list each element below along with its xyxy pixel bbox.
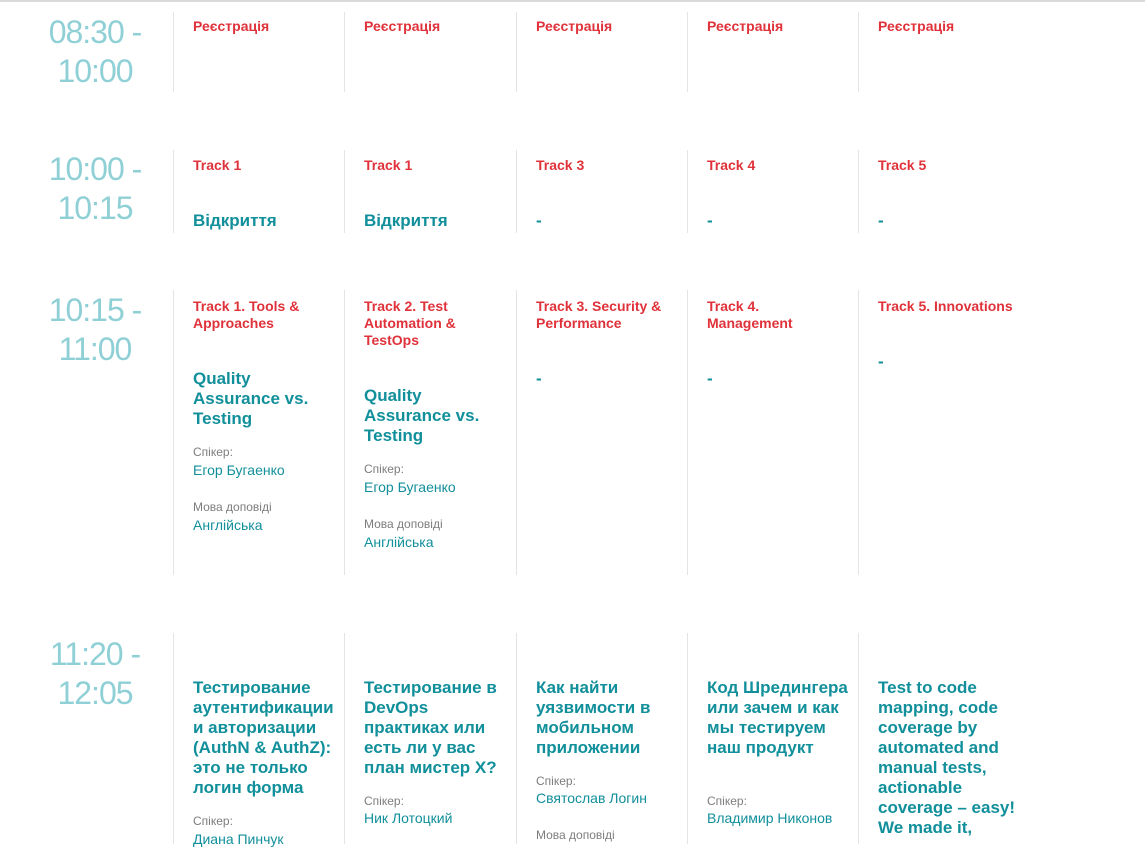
language-value: Англійська: [364, 534, 434, 550]
track-label: Track 4: [707, 157, 756, 173]
session-cell[interactable]: [173, 290, 343, 575]
session-cell[interactable]: [687, 290, 857, 575]
track-label: Реєстрація: [878, 18, 955, 34]
speaker-label: Спікер:: [707, 794, 747, 808]
speaker-name[interactable]: Диана Пинчук: [193, 831, 284, 847]
time-start: 08:30 -: [48, 14, 142, 50]
speaker-label: Спікер:: [364, 794, 404, 808]
schedule-row-1015: [0, 290, 1145, 580]
time-end: 11:00: [58, 331, 132, 367]
speaker-label: Спікер:: [364, 462, 404, 476]
session-title[interactable]: Тестирование в DevOps практиках или есть ли у вас план мистер X?: [364, 678, 497, 777]
session-cell[interactable]: [687, 633, 857, 844]
session-cell[interactable]: [858, 12, 1028, 92]
session-cell[interactable]: [173, 12, 343, 92]
language-label: Мова доповіді: [364, 517, 443, 531]
session-cell[interactable]: [344, 633, 514, 844]
track-label: Track 5. Innovations: [878, 298, 1013, 314]
language-label: Мова доповіді: [536, 828, 615, 842]
session-title: -: [536, 211, 542, 230]
speaker-name[interactable]: Егор Бугаенко: [364, 479, 456, 495]
session-title: -: [536, 369, 542, 388]
session-cell[interactable]: [516, 290, 686, 575]
time-end: 12:05: [57, 675, 133, 711]
session-title: -: [707, 369, 713, 388]
session-cell[interactable]: [858, 150, 1028, 233]
track-label: Track 1: [364, 157, 413, 173]
track-label: Track 1: [193, 157, 242, 173]
session-title[interactable]: Quality Assurance vs. Testing: [364, 386, 480, 445]
time-slot: [36, 13, 154, 91]
session-title[interactable]: Тестирование аутентификации и авторизации (AuthN & AuthZ): это не только логин форма: [193, 678, 334, 797]
session-cell[interactable]: [173, 633, 343, 847]
track-label: Реєстрація: [364, 18, 441, 34]
session-cell[interactable]: [858, 633, 1028, 844]
schedule-row-0830: [0, 0, 1145, 100]
time-end: 10:15: [57, 190, 133, 226]
session-title[interactable]: Відкриття: [364, 211, 448, 230]
speaker-label: Спікер:: [193, 445, 233, 459]
session-cell[interactable]: [173, 150, 343, 233]
schedule-row-1000: [0, 150, 1145, 250]
session-cell[interactable]: [516, 150, 686, 233]
session-cell[interactable]: [858, 290, 1028, 575]
session-title: -: [707, 211, 713, 230]
track-label: Реєстрація: [536, 18, 613, 34]
track-label: Реєстрація: [193, 18, 270, 34]
session-cell[interactable]: [687, 150, 857, 233]
track-label: Track 2. Test Automation & TestOps: [364, 298, 456, 348]
speaker-name[interactable]: Святослав Логин: [536, 790, 647, 806]
session-title[interactable]: Quality Assurance vs. Testing: [193, 369, 309, 428]
session-title[interactable]: Код Шредингера или зачем и как мы тестируем наш продукт: [707, 678, 848, 757]
speaker-name[interactable]: Егор Бугаенко: [193, 462, 285, 478]
track-label: Реєстрація: [707, 18, 784, 34]
speaker-name[interactable]: Ник Лотоцкий: [364, 810, 453, 826]
time-start: 11:20 -: [49, 636, 141, 672]
track-label: Track 4. Management: [707, 298, 793, 331]
track-label: Track 1. Tools & Approaches: [193, 298, 300, 331]
track-label: Track 3. Security & Performance: [536, 298, 662, 331]
session-title[interactable]: Відкриття: [193, 211, 277, 230]
time-end: 10:00: [57, 53, 133, 89]
session-title: -: [878, 211, 884, 230]
track-label: Track 3: [536, 157, 585, 173]
track-label: Track 5: [878, 157, 927, 173]
schedule-row-1120: [0, 633, 1145, 847]
session-cell[interactable]: [344, 12, 514, 92]
time-slot: [36, 150, 154, 228]
language-value: Англійська: [193, 517, 263, 533]
speaker-name[interactable]: Владимир Никонов: [707, 810, 833, 826]
time-start: 10:15 -: [48, 292, 142, 328]
time-start: 10:00 -: [48, 151, 142, 187]
speaker-label: Спікер:: [193, 814, 233, 828]
time-slot: [36, 291, 154, 369]
time-slot: [36, 635, 154, 713]
session-title[interactable]: Как найти уязвимости в мобильном приложении: [536, 678, 651, 757]
session-cell[interactable]: [516, 12, 686, 92]
session-cell[interactable]: [344, 150, 514, 233]
speaker-label: Спікер:: [536, 774, 576, 788]
session-title: -: [878, 352, 884, 371]
language-label: Мова доповіді: [193, 500, 272, 514]
session-cell[interactable]: [687, 12, 857, 92]
session-cell[interactable]: [344, 290, 514, 575]
session-title[interactable]: Test to code mapping, code coverage by automated and manual tests, actionable coverage – easy! We made it,: [878, 678, 1016, 837]
session-cell[interactable]: [516, 633, 686, 844]
